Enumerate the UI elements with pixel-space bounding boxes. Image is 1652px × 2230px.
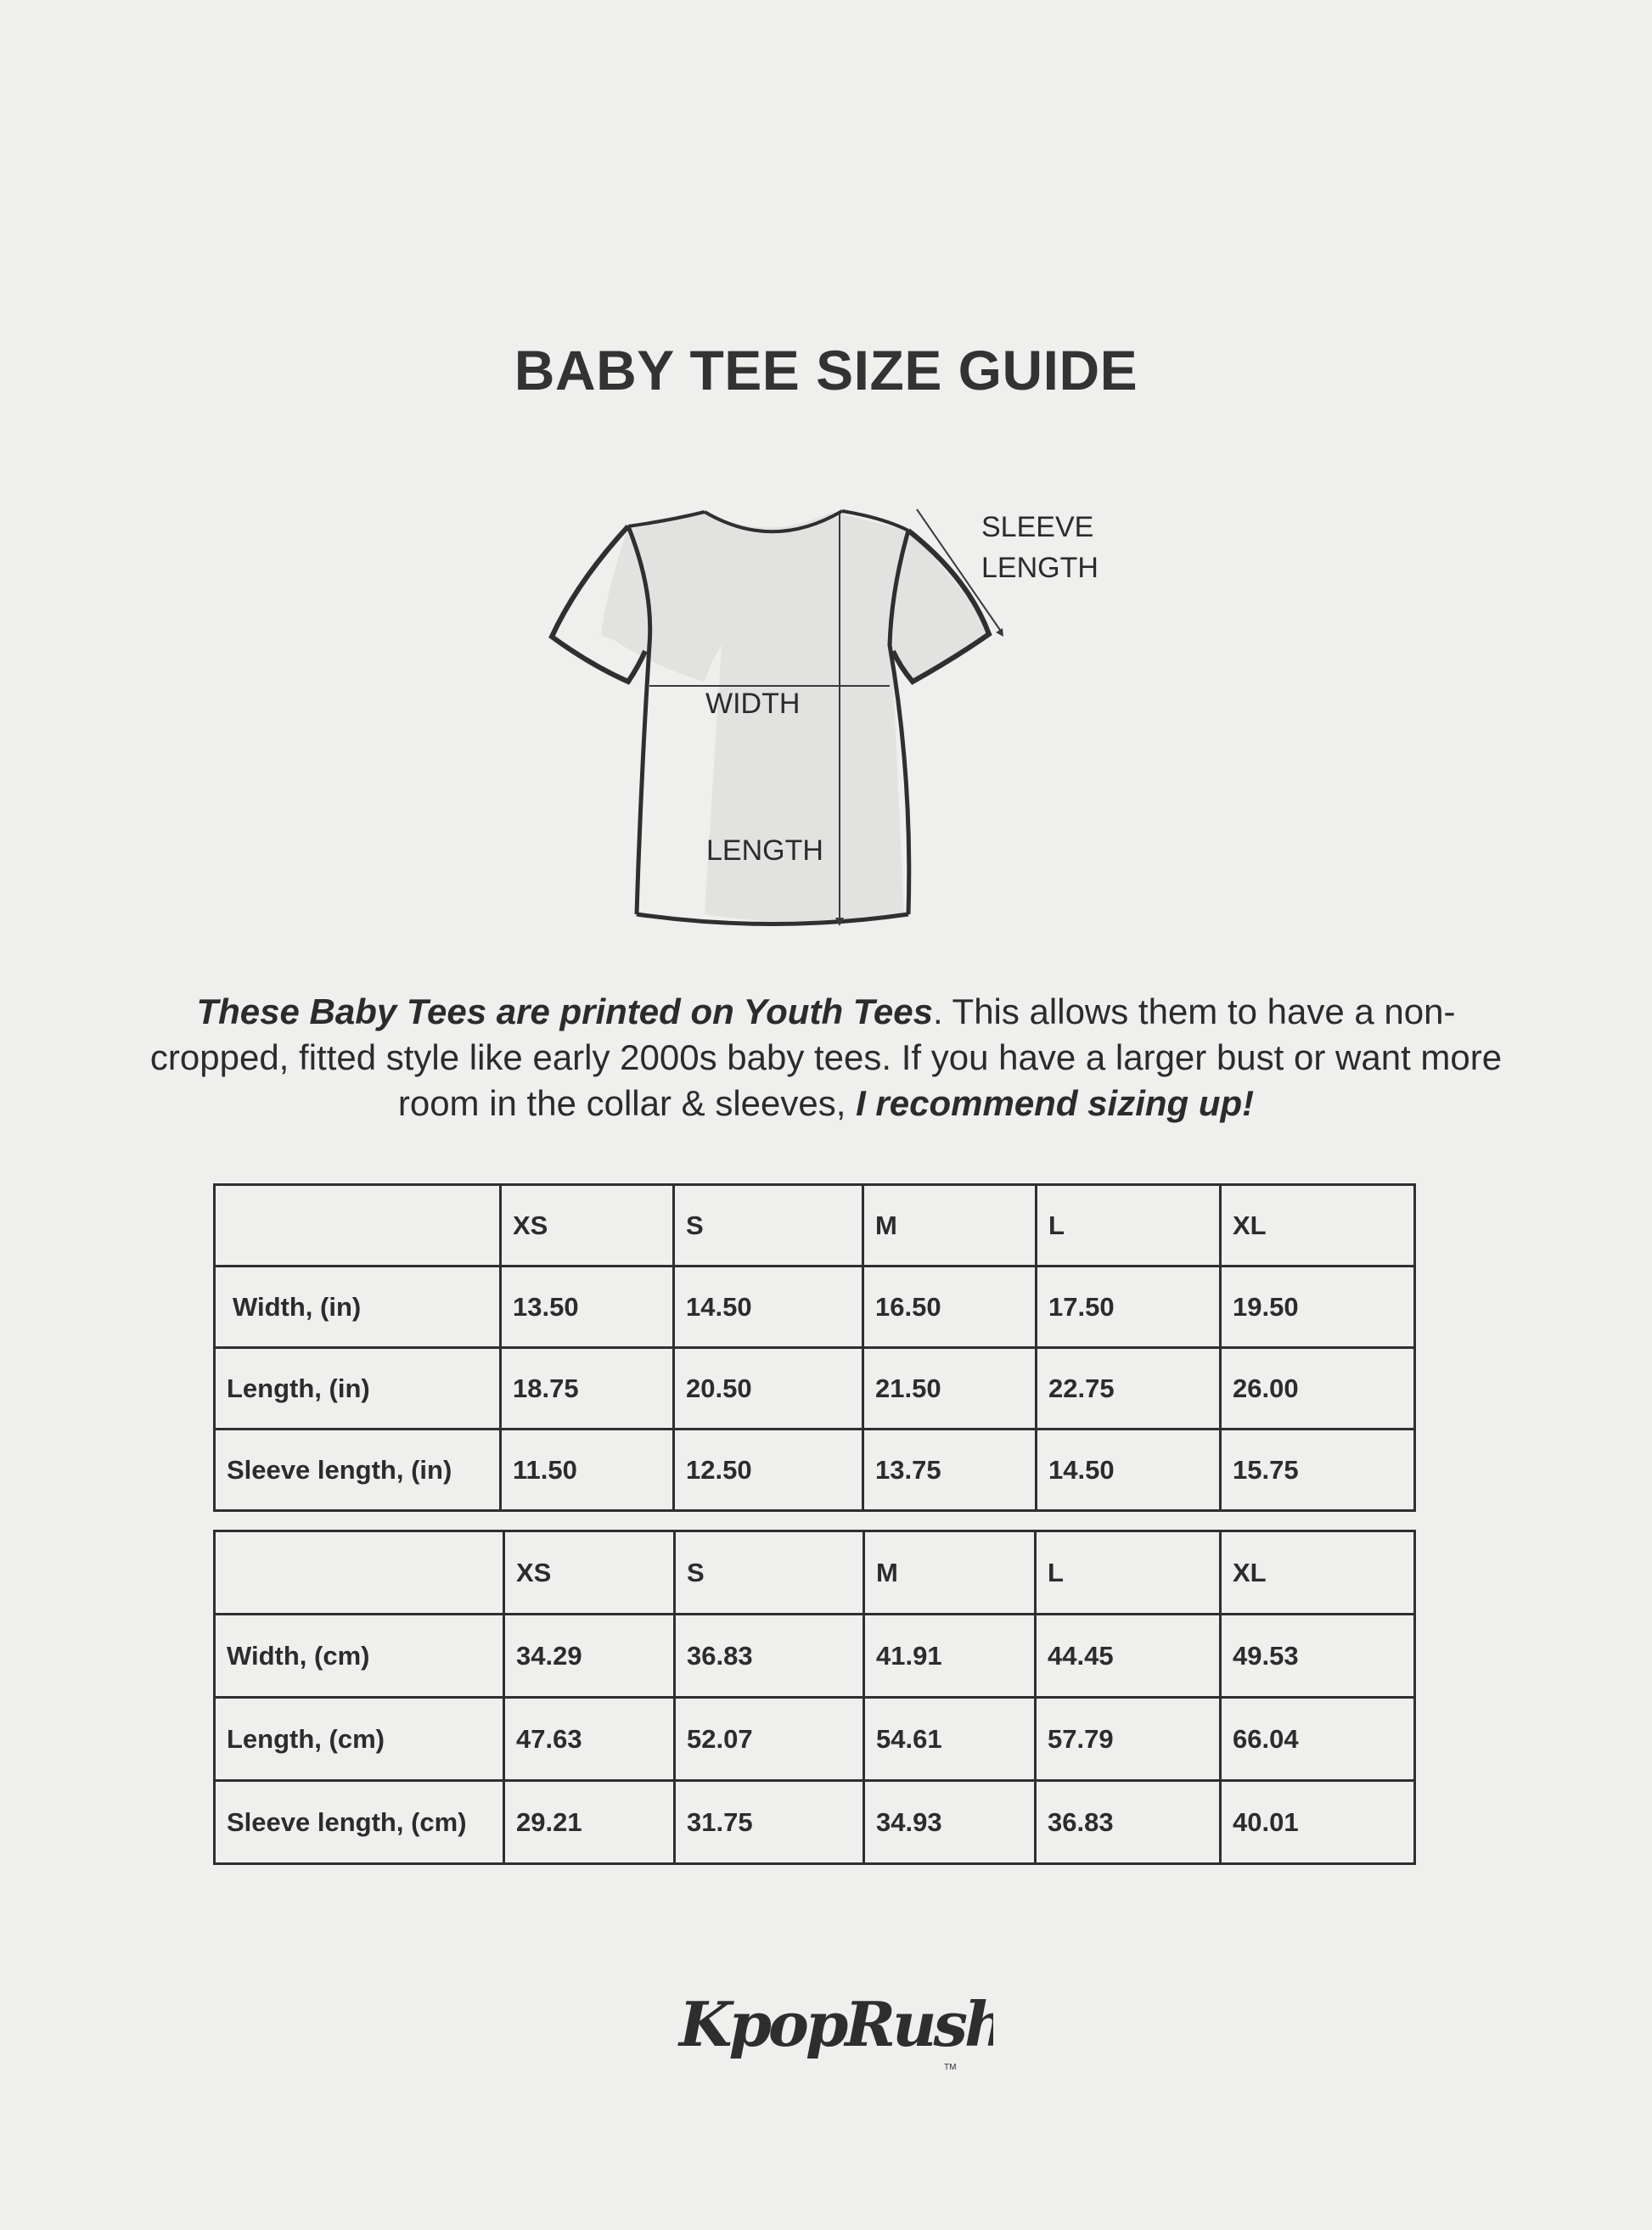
logo-trademark: TM (944, 2063, 957, 2072)
row-label: Sleeve length, (in) (215, 1430, 501, 1511)
table-cell: 14.50 (674, 1267, 863, 1348)
table-cell: 40.01 (1221, 1781, 1415, 1864)
size-header: M (864, 1531, 1036, 1615)
table-cell: 14.50 (1037, 1430, 1221, 1511)
sleeve-label-line1: SLEEVE (981, 511, 1094, 543)
table-cell: 15.75 (1221, 1430, 1415, 1511)
table-cell: 57.79 (1036, 1698, 1221, 1781)
size-table-centimeters (213, 1530, 1416, 1865)
table-cell: 17.50 (1037, 1267, 1221, 1348)
table-row (215, 1698, 1415, 1781)
table-cell: 20.50 (674, 1348, 863, 1430)
row-label: Length, (in) (215, 1348, 501, 1430)
table-header-row (215, 1185, 1415, 1267)
sleeve-length-label (981, 507, 1099, 588)
intro-bold-lead: These Baby Tees are printed on Youth Tees (196, 991, 933, 1031)
size-header: XS (501, 1185, 674, 1267)
table-cell: 31.75 (675, 1781, 864, 1864)
table-header-row (215, 1531, 1415, 1615)
table-cell: 36.83 (675, 1615, 864, 1698)
table-corner-cell (215, 1185, 501, 1267)
table-corner-cell (215, 1531, 504, 1615)
size-table-inches (213, 1183, 1416, 1512)
size-header: XL (1221, 1185, 1415, 1267)
size-header: S (675, 1531, 864, 1615)
table-cell: 36.83 (1036, 1781, 1221, 1864)
table-cell: 12.50 (674, 1430, 863, 1511)
intro-bold-tail: I recommend sizing up! (856, 1083, 1255, 1123)
size-header: M (863, 1185, 1037, 1267)
table-cell: 47.63 (504, 1698, 675, 1781)
row-label: Length, (cm) (215, 1698, 504, 1781)
size-header: XL (1221, 1531, 1415, 1615)
table-cell: 21.50 (863, 1348, 1037, 1430)
intro-body: . This allows them to have a non-cropped, fitted style like early 2000s baby tees. If you have a larger bust or want more room in the collar & sleeves, (149, 991, 1503, 1123)
table-cell: 11.50 (501, 1430, 674, 1511)
table-cell: 19.50 (1221, 1267, 1415, 1348)
table-row (215, 1430, 1415, 1511)
table-row (215, 1348, 1415, 1430)
size-header: XS (504, 1531, 675, 1615)
intro-paragraph (136, 989, 1516, 1126)
table-row (215, 1781, 1415, 1864)
size-header: L (1037, 1185, 1221, 1267)
length-label: LENGTH (706, 834, 823, 867)
table-cell: 18.75 (501, 1348, 674, 1430)
brand-logo (671, 1978, 993, 2080)
row-label: Width, (cm) (215, 1615, 504, 1698)
table-cell: 52.07 (675, 1698, 864, 1781)
table-cell: 26.00 (1221, 1348, 1415, 1430)
logo-wordmark: KpopRush (679, 1988, 993, 2060)
table-cell: 49.53 (1221, 1615, 1415, 1698)
table-cell: 44.45 (1036, 1615, 1221, 1698)
table-cell: 54.61 (864, 1698, 1036, 1781)
size-header: L (1036, 1531, 1221, 1615)
table-row (215, 1267, 1415, 1348)
table-cell: 66.04 (1221, 1698, 1415, 1781)
row-label: Sleeve length, (cm) (215, 1781, 504, 1864)
size-header: S (674, 1185, 863, 1267)
table-row (215, 1615, 1415, 1698)
table-cell: 29.21 (504, 1781, 675, 1864)
tshirt-diagram (526, 497, 1121, 955)
sleeve-label-line2: LENGTH (981, 552, 1099, 584)
table-cell: 34.93 (864, 1781, 1036, 1864)
kpoprush-logo-icon (671, 1978, 993, 2080)
table-cell: 34.29 (504, 1615, 675, 1698)
table-cell: 13.75 (863, 1430, 1037, 1511)
table-cell: 16.50 (863, 1267, 1037, 1348)
page-title: BABY TEE SIZE GUIDE (514, 339, 1138, 402)
table-cell: 41.91 (864, 1615, 1036, 1698)
table-cell: 13.50 (501, 1267, 674, 1348)
row-label: Width, (in) (215, 1267, 501, 1348)
table-cell: 22.75 (1037, 1348, 1221, 1430)
width-label: WIDTH (705, 688, 801, 720)
